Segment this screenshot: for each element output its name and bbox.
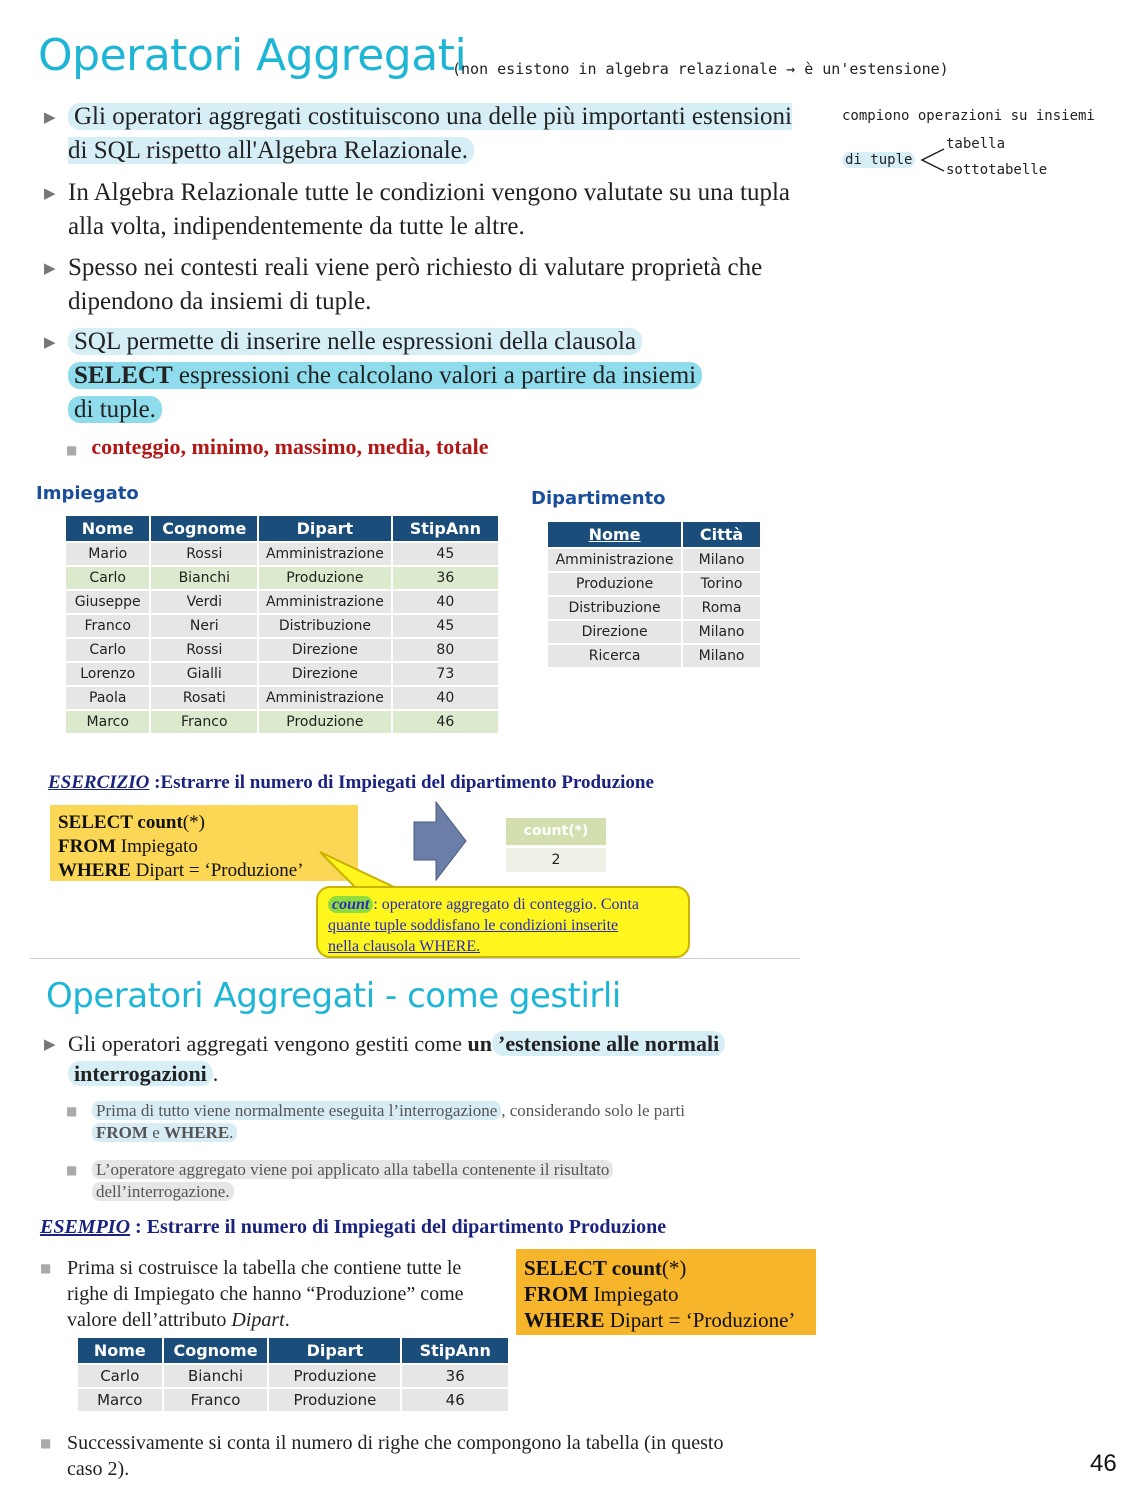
table-row bbox=[547, 596, 761, 620]
table-cell: Bianchi bbox=[150, 566, 258, 590]
table-cell: 40 bbox=[392, 686, 499, 710]
section-divider bbox=[30, 958, 800, 959]
table-row bbox=[65, 590, 499, 614]
impiegato-table bbox=[64, 514, 500, 735]
table-cell: 46 bbox=[392, 710, 499, 734]
aside-note: (non esistono in algebra relazionale → è un'estensione) bbox=[452, 60, 949, 78]
table-cell: Rosati bbox=[150, 686, 258, 710]
column-header: Città bbox=[682, 521, 761, 548]
example-bullet-text: . bbox=[284, 1309, 290, 1331]
bullet-arrow-icon: ▶ bbox=[44, 184, 56, 202]
table-cell: 36 bbox=[392, 566, 499, 590]
example-bullet-text: Prima si costruisce la tabella che contiene tutte le bbox=[67, 1257, 462, 1279]
table-row bbox=[65, 542, 499, 566]
sql-text: (*) bbox=[661, 1256, 687, 1280]
column-header: Dipart bbox=[258, 515, 392, 542]
table-cell: 45 bbox=[392, 614, 499, 638]
table-cell: Carlo bbox=[65, 566, 150, 590]
final-bullet-text: caso 2). bbox=[67, 1458, 130, 1480]
table-cell: Amministrazione bbox=[547, 548, 682, 572]
select-keyword: SELECT bbox=[74, 362, 173, 389]
table-cell: Amministrazione bbox=[258, 542, 392, 566]
table-cell: Paola bbox=[65, 686, 150, 710]
sql-keyword: SELECT count bbox=[58, 812, 183, 833]
table-cell: Produzione bbox=[547, 572, 682, 596]
table-cell: Amministrazione bbox=[258, 686, 392, 710]
table-cell: 80 bbox=[392, 638, 499, 662]
table-cell: Mario bbox=[65, 542, 150, 566]
bullet-arrow-icon: ▶ bbox=[44, 108, 56, 126]
table-row bbox=[77, 1388, 509, 1412]
final-bullet bbox=[40, 1430, 800, 1482]
table-cell: Milano bbox=[682, 548, 761, 572]
sql-keyword: WHERE bbox=[58, 860, 131, 881]
sub-bullet-1 bbox=[66, 1100, 766, 1144]
table-cell: Rossi bbox=[150, 638, 258, 662]
result-value: 2 bbox=[506, 848, 606, 872]
column-header: Nome bbox=[65, 515, 150, 542]
bullet-arrow-icon: ▶ bbox=[44, 333, 56, 351]
table-cell: Neri bbox=[150, 614, 258, 638]
table-row bbox=[547, 548, 761, 572]
result-arrow-icon bbox=[410, 800, 470, 882]
bullet-arrow-icon: ▶ bbox=[44, 1035, 56, 1053]
table-cell: Roma bbox=[682, 596, 761, 620]
margin-note: compiono operazioni su insiemi bbox=[842, 108, 1095, 124]
sql-text: Dipart = ‘Produzione’ bbox=[604, 1308, 796, 1332]
select-highlight bbox=[68, 362, 702, 389]
table-cell: Direzione bbox=[258, 638, 392, 662]
section-title: Operatori Aggregati bbox=[38, 30, 467, 81]
column-header: Cognome bbox=[150, 515, 258, 542]
column-header: Cognome bbox=[163, 1337, 269, 1364]
example-text: : Estrarre il numero di Impiegati del dipartimento Produzione bbox=[130, 1216, 667, 1238]
example-title bbox=[40, 1216, 666, 1239]
callout-text: : operatore aggregato di conteggio. Conta bbox=[373, 896, 640, 913]
sql-keyword: WHERE bbox=[524, 1308, 605, 1332]
square-bullet-icon: ■ bbox=[40, 1436, 52, 1450]
bullet-bold: un bbox=[467, 1031, 493, 1056]
table-cell: Franco bbox=[150, 710, 258, 734]
table-cell: Verdi bbox=[150, 590, 258, 614]
sql-keyword: SELECT count bbox=[524, 1256, 662, 1280]
callout-keyword: count bbox=[328, 896, 373, 913]
result-table bbox=[506, 818, 606, 872]
bullet-text: SQL permette di inserire nelle espressioni della clausola bbox=[68, 328, 642, 355]
bullet-text: Spesso nei contesti reali viene però richiesto di valutare proprietà che dipendono da insiemi di tuple. bbox=[68, 254, 763, 315]
example-bullet-text: valore dell’attributo bbox=[67, 1309, 232, 1331]
table-row bbox=[77, 1364, 509, 1388]
bullet-arrow-icon: ▶ bbox=[44, 259, 56, 277]
bullet-bold: interrogazioni bbox=[68, 1061, 213, 1086]
sub-bullet-text: Prima di tutto viene normalmente eseguita l’interrogazione bbox=[92, 1101, 501, 1120]
aggregate-list-text: conteggio, minimo, massimo, media, totale bbox=[91, 434, 489, 459]
count-callout bbox=[316, 886, 690, 958]
sub-bullet-bold: FROM bbox=[96, 1123, 148, 1142]
exercise-text: :Estrarre il numero di Impiegati del dipartimento Produzione bbox=[149, 772, 654, 793]
margin-note-di-tuple: di tuple bbox=[842, 152, 915, 168]
sql-keyword: FROM bbox=[58, 836, 117, 857]
table-cell: Distribuzione bbox=[547, 596, 682, 620]
table-cell: 36 bbox=[401, 1364, 509, 1388]
table-cell: Marco bbox=[65, 710, 150, 734]
square-bullet-icon: ■ bbox=[66, 1163, 78, 1177]
table-cell: Gialli bbox=[150, 662, 258, 686]
table-cell: Distribuzione bbox=[258, 614, 392, 638]
bullet-bold: ’estensione alle normali bbox=[492, 1031, 725, 1056]
example-bullet bbox=[40, 1255, 510, 1333]
table-row bbox=[547, 572, 761, 596]
table-cell: Milano bbox=[682, 644, 761, 668]
table-row bbox=[65, 614, 499, 638]
section-title-2: Operatori Aggregati - come gestirli bbox=[46, 976, 621, 1016]
table-row bbox=[65, 638, 499, 662]
table-cell: 40 bbox=[392, 590, 499, 614]
column-header: Nome bbox=[547, 521, 682, 548]
bullet-text: In Algebra Relazionale tutte le condizioni vengono valutate su una tupla alla volta, indipendentemente da tutte le altre. bbox=[68, 179, 790, 240]
table-cell: Franco bbox=[163, 1388, 269, 1412]
result-rows-table bbox=[76, 1336, 510, 1413]
table-row bbox=[547, 644, 761, 668]
table-cell: Ricerca bbox=[547, 644, 682, 668]
table-cell: Milano bbox=[682, 620, 761, 644]
sub-bullet-text: dell’interrogazione. bbox=[92, 1182, 234, 1201]
bullet-text: espressioni che calcolano valori a partire da insiemi bbox=[172, 362, 697, 389]
sub-bullet-text: . bbox=[229, 1123, 234, 1142]
sql-text: Impiegato bbox=[588, 1282, 679, 1306]
table-cell: Direzione bbox=[258, 662, 392, 686]
table-cell: Amministrazione bbox=[258, 590, 392, 614]
final-bullet-text: Successivamente si conta il numero di righe che compongono la tabella (in questo bbox=[67, 1432, 724, 1454]
callout-text: quante tuple soddisfano le condizioni inserite bbox=[328, 917, 619, 934]
dipartimento-table bbox=[546, 520, 762, 669]
column-header: Dipart bbox=[268, 1337, 401, 1364]
table-row bbox=[65, 686, 499, 710]
impiegato-label: Impiegato bbox=[36, 483, 139, 504]
table-cell: Produzione bbox=[258, 710, 392, 734]
column-header: Nome bbox=[77, 1337, 163, 1364]
table-cell: Giuseppe bbox=[65, 590, 150, 614]
square-bullet-icon: ■ bbox=[66, 443, 78, 457]
sql-box-example bbox=[516, 1249, 816, 1335]
aggregate-list bbox=[66, 434, 489, 460]
table-cell: 46 bbox=[401, 1388, 509, 1412]
table-cell: Carlo bbox=[65, 638, 150, 662]
example-label: ESEMPIO bbox=[40, 1216, 131, 1238]
table-row bbox=[65, 710, 499, 734]
sql-keyword: FROM bbox=[524, 1282, 589, 1306]
table-cell: 45 bbox=[392, 542, 499, 566]
table-cell: Produzione bbox=[268, 1364, 401, 1388]
sub-bullet-text: L’operatore aggregato viene poi applicato alla tabella contenente il risultato bbox=[92, 1160, 613, 1179]
margin-note-branch-2: sottotabelle bbox=[946, 162, 1048, 178]
exercise-title bbox=[48, 772, 654, 794]
example-bullet-italic: Dipart bbox=[231, 1309, 285, 1331]
table-cell: Rossi bbox=[150, 542, 258, 566]
sql-text: Impiegato bbox=[116, 836, 198, 857]
example-bullet-text: righe di Impiegato che hanno “Produzione” come bbox=[67, 1283, 464, 1305]
callout-text: nella clausola WHERE. bbox=[328, 938, 481, 955]
table-cell: Torino bbox=[682, 572, 761, 596]
bullet-text: . bbox=[212, 1061, 219, 1086]
sub-bullet-highlight bbox=[92, 1123, 237, 1142]
branch-icon bbox=[918, 145, 948, 175]
table-cell: 73 bbox=[392, 662, 499, 686]
exercise-label: ESERCIZIO bbox=[48, 772, 150, 793]
column-header: StipAnn bbox=[401, 1337, 509, 1364]
table-row bbox=[65, 662, 499, 686]
table-cell: Produzione bbox=[268, 1388, 401, 1412]
sub-bullet-text: , considerando solo le parti bbox=[501, 1101, 685, 1120]
bullet-text: Gli operatori aggregati vengono gestiti come bbox=[68, 1031, 468, 1056]
table-row bbox=[65, 566, 499, 590]
margin-note-branch-1: tabella bbox=[946, 136, 1006, 152]
table-cell: Carlo bbox=[77, 1364, 163, 1388]
sub-bullet-bold: WHERE bbox=[163, 1123, 230, 1142]
sql-text: Dipart = ‘Produzione’ bbox=[130, 860, 304, 881]
bullet-text: di tuple. bbox=[68, 396, 162, 423]
column-header: StipAnn bbox=[392, 515, 499, 542]
square-bullet-icon: ■ bbox=[66, 1104, 78, 1118]
table-cell: Lorenzo bbox=[65, 662, 150, 686]
sub-bullet-2 bbox=[66, 1159, 766, 1203]
table-cell: Franco bbox=[65, 614, 150, 638]
table-cell: Direzione bbox=[547, 620, 682, 644]
square-bullet-icon: ■ bbox=[40, 1261, 52, 1275]
sql-text: (*) bbox=[182, 812, 205, 833]
bullet-text: Gli operatori aggregati costituiscono una delle più importanti estensioni di SQL rispetto all'Algebra Relazionale. bbox=[68, 103, 792, 164]
sql-box-exercise bbox=[50, 805, 358, 881]
table-cell: Bianchi bbox=[163, 1364, 269, 1388]
table-cell: Produzione bbox=[258, 566, 392, 590]
table-row bbox=[547, 620, 761, 644]
table-cell: Marco bbox=[77, 1388, 163, 1412]
result-header: count(*) bbox=[506, 818, 606, 845]
page-number: 46 bbox=[1090, 1450, 1117, 1477]
dipartimento-label: Dipartimento bbox=[531, 488, 666, 509]
sub-bullet-text: e bbox=[147, 1123, 164, 1142]
